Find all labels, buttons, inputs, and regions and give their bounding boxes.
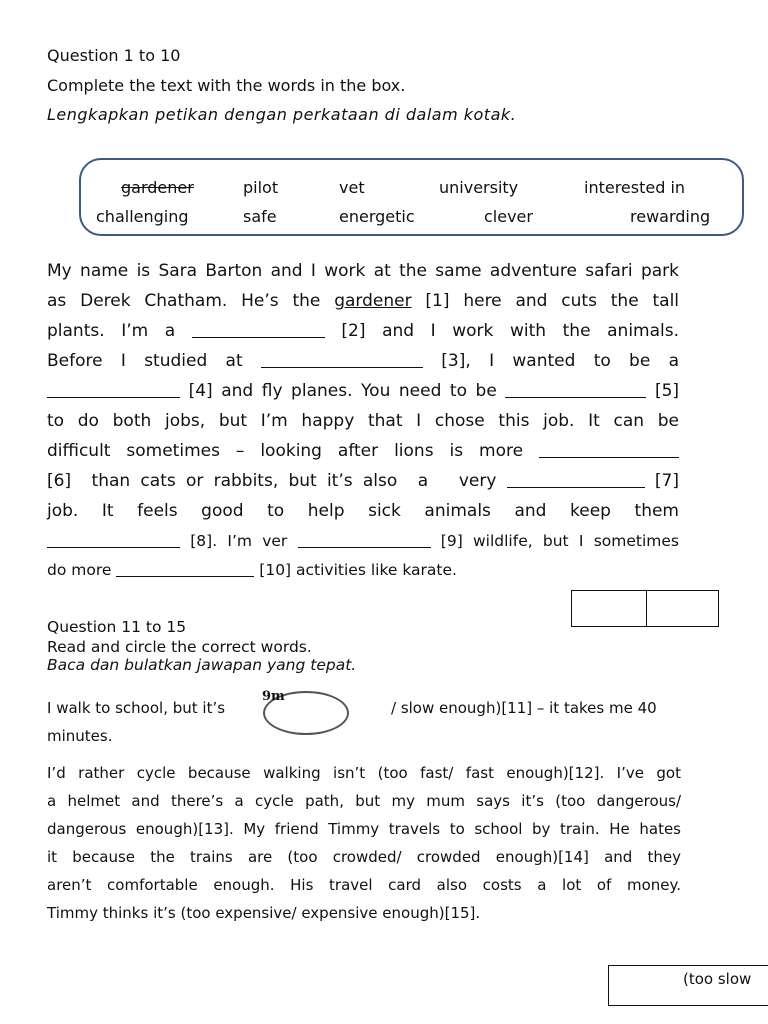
answer-blank-10[interactable] (116, 558, 254, 577)
word-interested-in: interested in (584, 178, 686, 197)
answer-blank-4[interactable] (47, 379, 180, 398)
instruction-malay: Lengkapkan petikan dengan perkataan di dalam kotak. (47, 105, 517, 124)
word-university: university (439, 178, 519, 197)
word-safe: safe (243, 207, 277, 226)
passage-line: plants. I’m a [2] and I work with the animals. (47, 321, 680, 341)
corner-text: (too slow (683, 970, 752, 988)
passage-line: as Derek Chatham. He’s the gardener [1] here and cuts the tall (47, 291, 680, 311)
passage-line: do more [10] activities like karate. (47, 555, 679, 584)
corner-answer-box (608, 965, 768, 1006)
passage2-line: Timmy thinks it’s (too expensive/ expensive enough)[15]. (47, 904, 481, 922)
example-answer: gardener (334, 291, 412, 311)
passage2-line: dangerous enough)[13]. My friend Timmy travels to school by train. He hates (47, 820, 681, 838)
passage-line: [4] and fly planes. You need to be [5] (47, 376, 679, 406)
answer-blank-5[interactable] (505, 379, 646, 398)
answer-blank-7[interactable] (507, 469, 645, 488)
instruction-english: Complete the text with the words in the box. (47, 76, 406, 95)
answer-blank-3[interactable] (261, 349, 423, 368)
passage2-line: a helmet and there’s a cycle path, but my mum says it’s (too dangerous/ (47, 792, 681, 810)
instruction-english-2: Read and circle the correct words. (47, 638, 312, 656)
passage2-line: aren’t comfortable enough. His travel card also costs a lot of money. (47, 876, 681, 894)
passage-line: job. It feels good to help sick animals and keep them (47, 501, 679, 521)
score-box-divider (646, 591, 647, 626)
passage-line: Before I studied at [3], I wanted to be a (47, 351, 680, 371)
score-box (571, 590, 719, 627)
q11-text-start: I walk to school, but it’s (47, 699, 226, 717)
word-box (79, 158, 744, 236)
passage2-line: it because the trains are (too crowded/ crowded enough)[14] and they (47, 848, 681, 866)
word-pilot: pilot (243, 178, 279, 197)
passage-part2 (47, 759, 681, 927)
question-11-15-heading: Question 11 to 15 (47, 618, 187, 636)
answer-blank-6[interactable] (539, 439, 679, 458)
q11-text-continued: minutes. (47, 727, 113, 745)
answer-blank-9[interactable] (298, 529, 431, 548)
passage-line: [8]. I’m ver [9] wildlife, but I sometimes (47, 526, 679, 555)
passage-line: My name is Sara Barton and I work at the same adventure safari park (47, 261, 679, 281)
passage-part1 (47, 256, 679, 584)
answer-blank-2[interactable] (192, 319, 325, 338)
passage-line: to do both jobs, but I’m happy that I chose this job. It can be (47, 411, 679, 431)
passage2-line: I’d rather cycle because walking isn’t (too fast/ fast enough)[12]. I’ve got (47, 764, 681, 782)
answer-blank-8[interactable] (47, 529, 180, 548)
word-energetic: energetic (339, 207, 415, 226)
q11-text-end: / slow enough)[11] – it takes me 40 (391, 699, 657, 717)
word-rewarding: rewarding (630, 207, 711, 226)
question-1-10-heading: Question 1 to 10 (47, 46, 181, 65)
handwritten-mark: 9m (262, 689, 285, 704)
passage-line: [6] than cats or rabbits, but it’s also a very [7] (47, 471, 680, 491)
word-gardener: gardener (121, 178, 194, 197)
word-vet: vet (339, 178, 365, 197)
passage-line: difficult sometimes – looking after lions is more (47, 436, 679, 466)
instruction-malay-2: Baca dan bulatkan jawapan yang tepat. (47, 656, 357, 674)
word-clever: clever (484, 207, 533, 226)
word-challenging: challenging (96, 207, 189, 226)
